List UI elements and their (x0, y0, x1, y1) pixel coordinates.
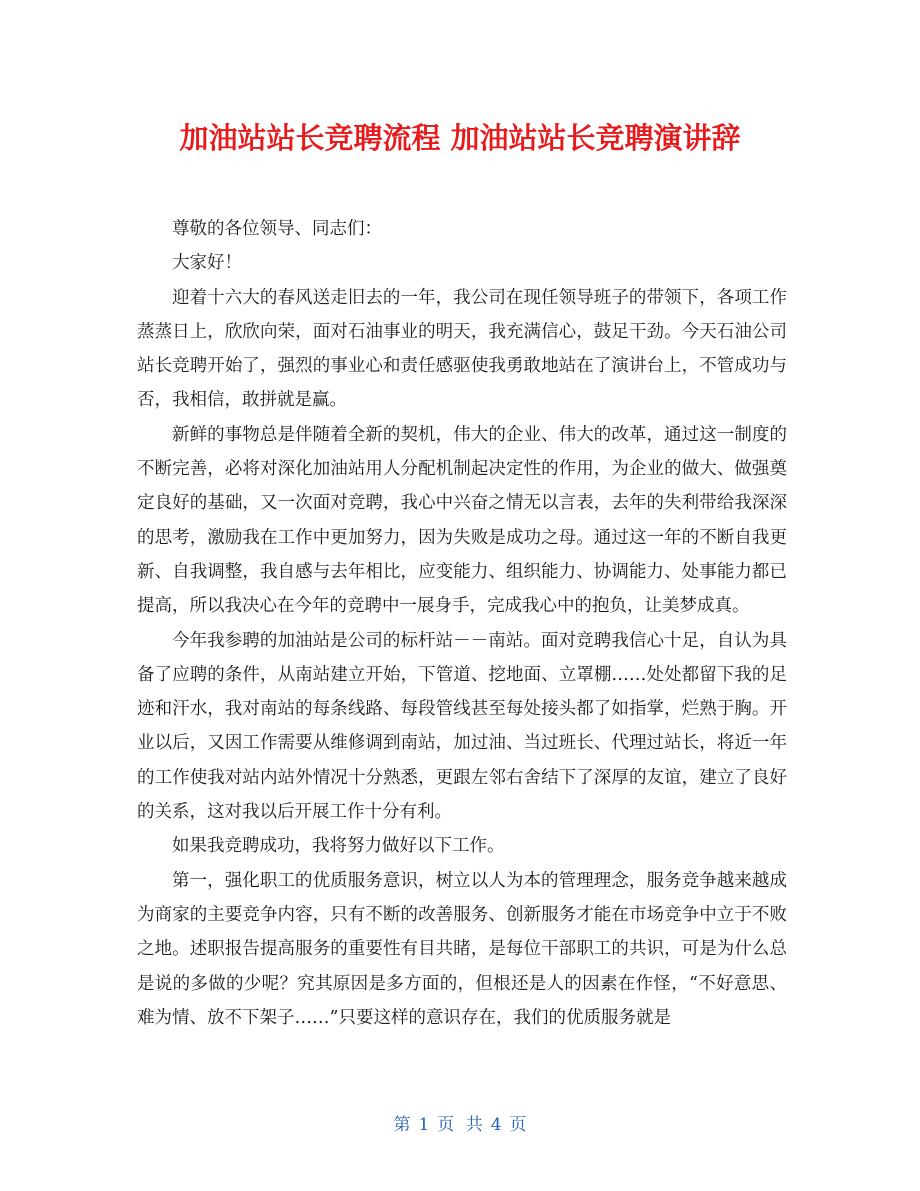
paragraph-salutation: 尊敬的各位领导、同志们： (172, 219, 382, 239)
footer-total-pages: 4 (490, 1115, 502, 1135)
paragraph-greeting: 大家好！ (172, 253, 242, 274)
footer-middle: 页 共 (437, 1115, 483, 1135)
paragraph-experience: 今年我参聘的加油站是公司的标杆站－－南站。面对竞聘我信心十足，自认为具备了应聘的条件，从南站建立开始，下管道、挖地面、立罩棚……处处都留下我的足迹和汗水，我对南站的每条线路、每段管线甚至每处接头都了如指掌，烂熟于胸。开业以后，又因工作需要从维修调到南站，加过油、当过班长、代理过站长，将近一年的工作使我对站内站外情况十分熟悉，更跟左邻右舍结下了深厚的友谊，建立了良好的关系，这对我以后开展工作十分有利。 (137, 630, 787, 823)
page-footer (0, 1113, 920, 1137)
paragraph-plan-first: 第一，强化职工的优质服务意识，树立以人为本的管理理念，服务竞争越来越成为商家的主要竞争内容，只有不断的改善服务、创新服务才能在市场竞争中立于不败之地。述职报告提高服务的重要性有目共睹，是每位干部职工的共识，可是为什么总是说的多做的少呢？究其原因是多方面的，但根还是人的因素在作怪，“不好意思、难为情、放不下架子……”只要这样的意识存在，我们的优质服务就是 (137, 870, 787, 1028)
footer-prefix: 第 (393, 1115, 411, 1135)
paragraph-reflection: 新鲜的事物总是伴随着全新的契机，伟大的企业、伟大的改革，通过这一制度的不断完善，必将对深化加油站用人分配机制起决定性的作用，为企业的做大、做强奠定良好的基础，又一次面对竞聘，我心中兴奋之情无以言表，去年的失利带给我深深的思考，激励我在工作中更加努力，因为失败是成功之母。通过这一年的不断自我更新、自我调整，我自感与去年相比，应变能力、组织能力、协调能力、处事能力都已提高，所以我决心在今年的竞聘中一展身手，完成我心中的抱负，让美梦成真。 (137, 424, 787, 617)
document-body (137, 212, 787, 1035)
paragraph-intro: 迎着十六大的春风送走旧去的一年，我公司在现任领导班子的带领下，各项工作蒸蒸日上，欣欣向荣，面对石油事业的明天，我充满信心，鼓足干劲。今天石油公司站长竞聘开始了，强烈的事业心和责任感驱使我勇敢地站在了演讲台上，不管成功与否，我相信，敢拼就是赢。 (137, 287, 787, 411)
footer-suffix: 页 (509, 1115, 527, 1135)
document-title: 加油站站长竞聘流程 加油站站长竞聘演讲辞 (179, 121, 741, 155)
paragraph-plan-intro: 如果我竞聘成功，我将努力做好以下工作。 (172, 836, 505, 857)
footer-page-number: 1 (418, 1115, 430, 1135)
